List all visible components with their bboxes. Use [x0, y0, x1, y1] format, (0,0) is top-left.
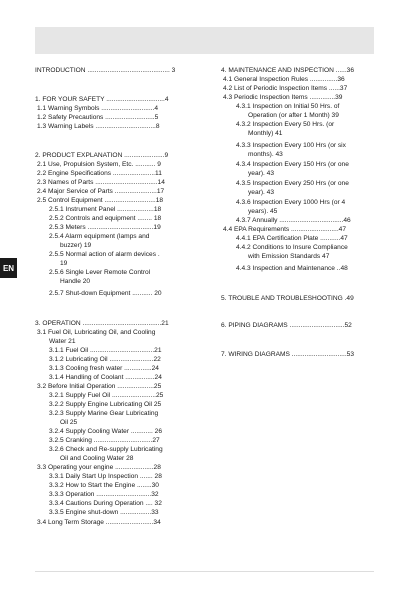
toc-entry[interactable]: 3.3.4 Cautions During Operation .... 32	[49, 500, 162, 507]
toc-entry[interactable]: 3.2.1 Supply Fuel Oil ........................25	[49, 392, 164, 399]
toc-entry[interactable]: 3.1.3 Cooling fresh water ...............24	[49, 365, 159, 372]
toc-entry[interactable]: 3.2 Before Initial Operation ....................25	[37, 383, 162, 390]
toc-entry[interactable]: with Emission Standards 47	[248, 253, 330, 260]
toc-entry[interactable]: 3.2.2 Supply Engine Lubricating Oil 25	[49, 401, 162, 408]
toc-entry[interactable]: Oil 25	[60, 419, 78, 426]
toc-entry[interactable]: 1.2 Safety Precautions ...........................5	[37, 114, 159, 121]
toc-entry[interactable]: 4.4.3 Inspection and Maintenance ..48	[236, 265, 348, 272]
toc-entry[interactable]: 4.3.3 Inspection Every 100 Hrs (or six	[236, 142, 346, 149]
toc-entry[interactable]: 4.3.4 Inspection Every 150 Hrs (or one	[236, 161, 349, 168]
toc-entry[interactable]: 3.1.2 Lubricating Oil ........................22	[49, 356, 161, 363]
toc-entry[interactable]: 3.1 Fuel Oil, Lubricating Oil, and Cooling	[37, 329, 156, 336]
toc-entry[interactable]: Monthly) 41	[248, 130, 283, 137]
toc-entry[interactable]: 6. PIPING DIAGRAMS ..............................52	[221, 322, 352, 329]
toc-entry[interactable]: 2.2 Engine Specifications .......................11	[37, 170, 162, 177]
toc-entry[interactable]: 3.3.1 Daily Start Up Inspection ....... 28	[49, 473, 162, 480]
toc-entry[interactable]: 2.4 Major Service of Parts .......................17	[37, 188, 165, 195]
toc-entry[interactable]: 2.5.4 Alarm equipment (lamps and	[49, 233, 150, 240]
toc-entry[interactable]: 2.1 Use, Propulsion System, Etc. ........... 9	[37, 161, 161, 168]
toc-entry[interactable]: 3.2.5 Cranking ................................27	[49, 437, 160, 444]
toc-entry[interactable]: 2. PRODUCT EXPLANATION ......................9	[35, 152, 169, 159]
toc-entry[interactable]: 4.3.1 Inspection on Initial 50 Hrs. of	[236, 103, 340, 110]
toc-entry[interactable]: 4.2 List of Periodic Inspection Items ......37	[223, 85, 348, 92]
toc-entry[interactable]: Water 21	[49, 338, 76, 345]
toc-entry[interactable]: 4. MAINTENANCE AND INSPECTION ......36	[221, 67, 355, 74]
toc-entry[interactable]: year). 43	[248, 170, 275, 177]
toc-entry[interactable]: 1. FOR YOUR SAFETY ................................4	[35, 96, 169, 103]
toc-entry[interactable]: 3.1.1 Fuel Oil ...................................21	[49, 347, 162, 354]
toc-entry[interactable]: 3.3 Operating your engine .....................28	[37, 464, 161, 471]
toc-entry[interactable]: 2.3 Names of Parts ..................................14	[37, 179, 165, 186]
toc-entry[interactable]: 2.5.1 Instrument Panel ....................18	[49, 206, 162, 213]
toc-entry[interactable]: 1.3 Warning Labels .................................8	[37, 123, 160, 130]
toc-entry[interactable]: 4.3.6 Inspection Every 1000 Hrs (or 4	[236, 199, 346, 206]
toc-entry[interactable]: 2.5.3 Meters ....................................19	[49, 224, 161, 231]
toc-entry[interactable]: years). 45	[248, 208, 278, 215]
toc-entry[interactable]: 3.4 Long Term Storage ..........................34	[37, 519, 161, 526]
toc-entry[interactable]: 19	[60, 260, 68, 267]
toc-entry[interactable]: Handle 20	[60, 278, 91, 285]
toc-entry[interactable]: 2.5 Control Equipment ............................18	[37, 197, 164, 204]
toc-entry[interactable]: 5. TROUBLE AND TROUBLESHOOTING .49	[221, 295, 354, 302]
toc-entry[interactable]: 2.5.7 Shut-down Equipment ........... 20	[49, 290, 162, 297]
toc-entry[interactable]: 3.2.6 Check and Re-supply Lubricating	[49, 446, 163, 453]
toc-entry[interactable]: 4.4.1 EPA Certification Plate ...........47	[236, 235, 348, 242]
toc-entry[interactable]: INTRODUCTION ............................................. 3	[35, 67, 176, 74]
toc-entry[interactable]: 4.4.2 Conditions to Insure Compliance	[236, 244, 348, 251]
toc-entry[interactable]: 4.4 EPA Requirements ..........................47	[223, 226, 347, 233]
toc-entry[interactable]: 4.3.7 Annually ...................................46	[236, 217, 351, 224]
bottom-rule	[35, 571, 374, 572]
toc-entry[interactable]: 3. OPERATION ...........................................21	[35, 320, 169, 327]
language-tab: EN	[0, 258, 17, 278]
toc-entry[interactable]: 4.3.5 Inspection Every 250 Hrs (or one	[236, 180, 349, 187]
toc-entry[interactable]: Oil and Cooling Water 28	[60, 455, 134, 462]
toc-entry[interactable]: Operation (or after 1 Month) 39	[248, 112, 339, 119]
toc-entry[interactable]: buzzer) 19	[60, 242, 92, 249]
toc-entry[interactable]: 4.3.2 Inspection Every 50 Hrs. (or	[236, 121, 335, 128]
toc-entry[interactable]: year). 43	[248, 189, 275, 196]
toc-entry[interactable]: 4.3 Periodic Inspection Items ..............39	[223, 94, 343, 101]
toc-entry[interactable]: months). 43	[248, 151, 283, 158]
toc-entry[interactable]: 2.5.6 Single Lever Remote Control	[49, 269, 151, 276]
toc-entry[interactable]: 3.3.3 Operation ..............................32	[49, 491, 159, 498]
toc-entry[interactable]: 3.2.3 Supply Marine Gear Lubricating	[49, 410, 159, 417]
toc-entry[interactable]: 3.3.2 How to Start the Engine ........30	[49, 482, 159, 489]
toc-entry[interactable]: 2.5.5 Normal action of alarm devices .	[49, 251, 160, 258]
toc-entry[interactable]: 2.5.2 Controls and equipment ........ 18	[49, 215, 162, 222]
toc-entry[interactable]: 1.1 Warning Symbols .............................4	[37, 105, 159, 112]
toc-entry[interactable]: 7. WIRING DIAGRAMS ..............................53	[221, 351, 354, 358]
toc-entry[interactable]: 3.3.5 Engine shut-down .................33	[49, 509, 159, 516]
header-band	[35, 27, 374, 54]
toc-entry[interactable]: 3.1.4 Handling of Coolant ................24	[49, 374, 162, 381]
toc-entry[interactable]: 3.2.4 Supply Cooling Water ............ 26	[49, 428, 163, 435]
toc-entry[interactable]: 4.1 General Inspection Rules ...............36	[223, 76, 345, 83]
